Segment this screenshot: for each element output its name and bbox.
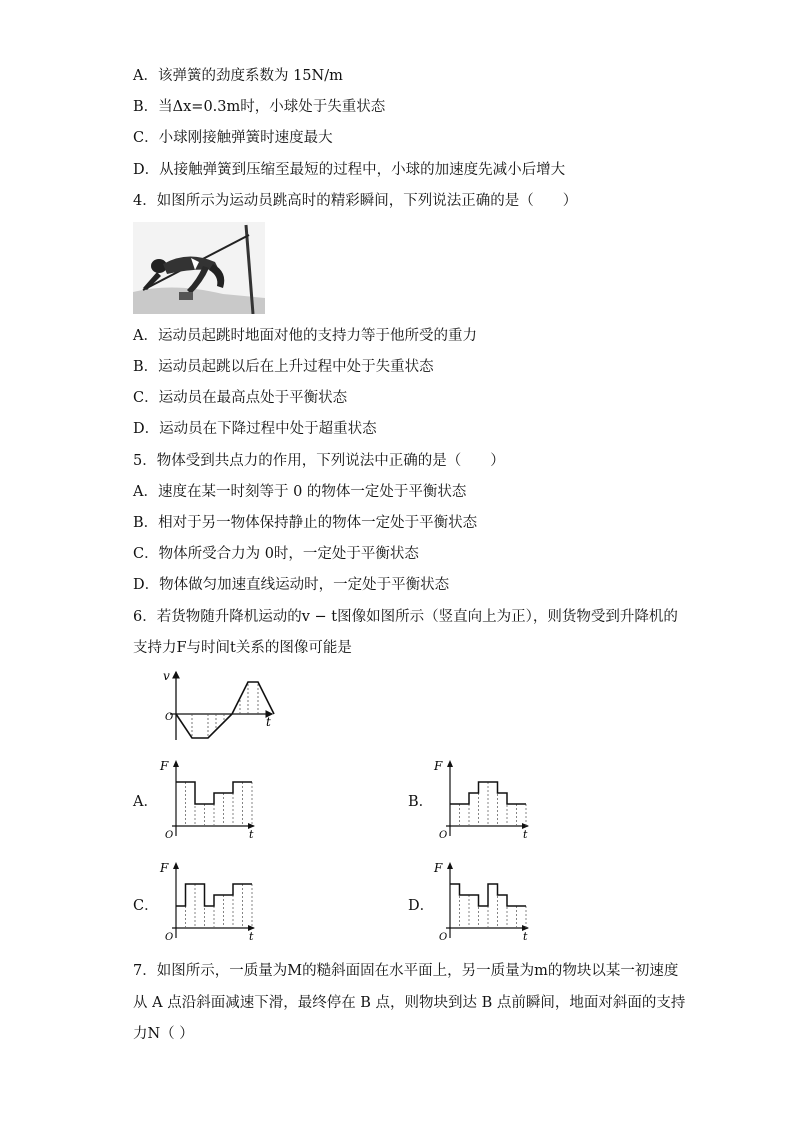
vt-graph xyxy=(160,668,280,744)
ft-step-line xyxy=(176,884,252,906)
q7-line2: 从 A 点沿斜面减速下滑，最终停在 B 点，则物块到达 B 点前瞬间，地面对斜面的支持 xyxy=(133,995,686,1011)
q6-option-d-label: D． xyxy=(408,898,435,914)
q6-option-b-label: B． xyxy=(408,794,434,810)
vt-origin-label: O xyxy=(165,712,174,723)
q3-option-a: A．该弹簧的劲度系数为 15N/m xyxy=(133,68,343,84)
vt-x-label: t xyxy=(266,715,271,729)
q4-option-a: A．运动员起跳时地面对他的支持力等于他所受的重力 xyxy=(133,328,477,344)
q3-option-b: B．当Δx=0.3m时，小球处于失重状态 xyxy=(133,99,386,115)
ft-step-line xyxy=(450,782,526,804)
ft-y-label: F xyxy=(160,759,169,773)
ft-graph-d xyxy=(432,860,532,942)
ft-y-arrow xyxy=(173,760,179,767)
q5-option-c: C．物体所受合力为 0时，一定处于平衡状态 xyxy=(133,546,419,562)
q5-option-d: D．物体做匀加速直线运动时，一定处于平衡状态 xyxy=(133,577,450,593)
q6-option-c-label: C． xyxy=(133,898,159,914)
ft-y-label: F xyxy=(434,861,443,875)
ft-x-label: t xyxy=(523,828,528,840)
ft-step-line xyxy=(176,782,252,804)
q6-stem-line2: 支持力F与时间t关系的图像可能是 xyxy=(133,640,352,656)
q4-option-d: D．运动员在下降过程中处于超重状态 xyxy=(133,421,377,437)
q6-option-a-label: A． xyxy=(133,794,158,810)
q3-option-c: C．小球刚接触弹簧时速度最大 xyxy=(133,130,333,146)
ft-graph-a xyxy=(158,758,258,840)
q7-line1: 7．如图所示，一质量为M的糙斜面固在水平面上，另一质量为m的物块以某一初速度 xyxy=(133,963,679,979)
ft-x-label: t xyxy=(249,828,254,840)
ft-x-label: t xyxy=(249,930,254,942)
q4-stem: 4．如图所示为运动员跳高时的精彩瞬间，下列说法正确的是（ ） xyxy=(133,193,578,209)
vt-y-label: v xyxy=(163,669,170,683)
ft-origin-label: O xyxy=(165,932,174,942)
ft-x-label: t xyxy=(523,930,528,942)
q5-stem: 5．物体受到共点力的作用，下列说法中正确的是（ ） xyxy=(133,453,505,469)
q7-line3: 力N（ ） xyxy=(133,1026,194,1042)
ft-origin-label: O xyxy=(439,932,448,942)
q3-option-d: D．从接触弹簧到压缩至最短的过程中，小球的加速度先减小后增大 xyxy=(133,162,566,178)
ft-y-arrow xyxy=(447,760,453,767)
q6-stem-line1: 6．若货物随升降机运动的v − t图像如图所示（竖直向上为正），则货物受到升降机的 xyxy=(133,609,678,625)
q5-option-b: B．相对于另一物体保持静止的物体一定处于平衡状态 xyxy=(133,515,478,531)
q4-option-b: B．运动员起跳以后在上升过程中处于失重状态 xyxy=(133,359,434,375)
ft-y-label: F xyxy=(160,861,169,875)
ft-graph-b xyxy=(432,758,532,840)
ft-y-label: F xyxy=(434,759,443,773)
high-jump-photo xyxy=(133,222,265,314)
q4-option-c: C．运动员在最高点处于平衡状态 xyxy=(133,390,348,406)
ft-y-arrow xyxy=(447,862,453,869)
ft-y-arrow xyxy=(173,862,179,869)
ft-origin-label: O xyxy=(165,830,174,840)
ft-origin-label: O xyxy=(439,830,448,840)
ft-step-line xyxy=(450,884,526,906)
q5-option-a: A．速度在某一时刻等于 0 的物体一定处于平衡状态 xyxy=(133,484,467,500)
ft-graph-c xyxy=(158,860,258,942)
